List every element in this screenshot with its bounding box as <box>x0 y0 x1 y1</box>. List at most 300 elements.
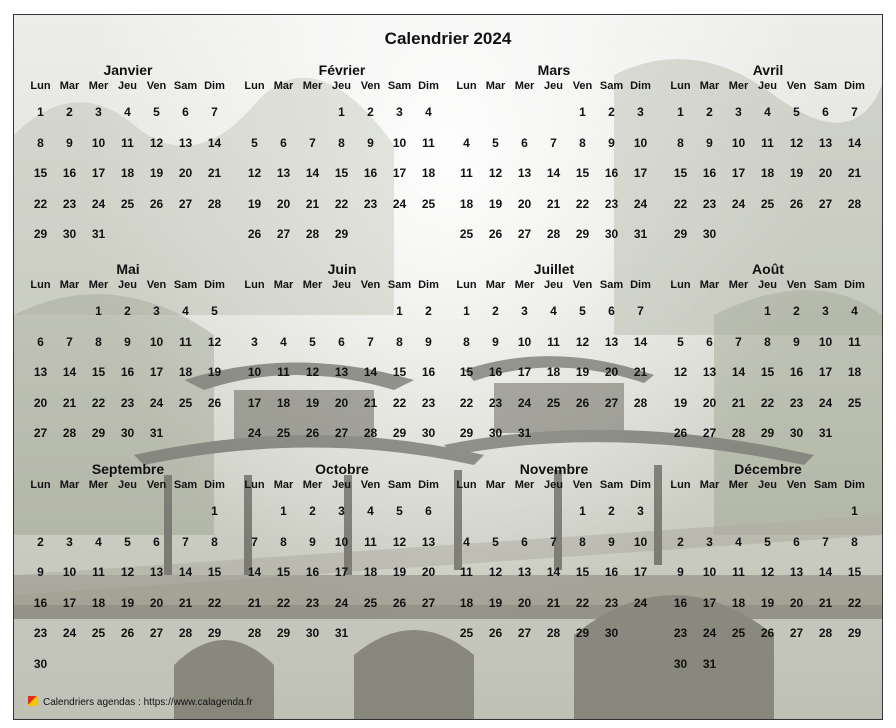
day-cell: 6 <box>608 304 615 318</box>
day-cell: 16 <box>604 565 619 579</box>
day-cell: 1 <box>95 304 102 318</box>
weekday-header: Jeu <box>544 279 563 291</box>
day-cell: 19 <box>247 196 262 211</box>
day-cell: 28 <box>305 227 320 241</box>
weekday-header: Dim <box>844 279 865 291</box>
day-cell: 11 <box>460 166 473 180</box>
day-cell: 1 <box>764 304 771 318</box>
day-cell: 29 <box>847 626 862 640</box>
day-cell: 11 <box>121 135 134 150</box>
day-cell: 17 <box>702 595 717 610</box>
day-cell: 12 <box>207 334 222 349</box>
day-cell: 22 <box>760 395 775 410</box>
day-cell: 13 <box>334 365 349 379</box>
day-cell: 7 <box>851 105 858 119</box>
day-cell: 11 <box>92 565 105 579</box>
weekday-header: Jeu <box>758 479 777 491</box>
weekday-header: Mar <box>485 479 506 491</box>
day-cell: 1 <box>463 304 470 318</box>
day-cell: 25 <box>421 196 436 211</box>
day-cell: 27 <box>818 196 833 211</box>
weekday-header: Mar <box>273 80 294 92</box>
weekday-header: Jeu <box>332 279 351 291</box>
day-cell: 12 <box>120 565 135 579</box>
month-name: Octobre <box>315 461 369 477</box>
day-cell: 11 <box>364 534 377 549</box>
day-cell: 5 <box>211 304 218 318</box>
day-cell: 29 <box>760 426 775 440</box>
day-cell: 24 <box>731 196 746 211</box>
day-cell: 20 <box>789 595 804 610</box>
day-cell: 16 <box>789 365 804 379</box>
weekday-header: Mar <box>59 80 80 92</box>
weekday-header: Ven <box>572 80 593 92</box>
calagenda-logo-icon <box>28 696 38 706</box>
day-cell: 23 <box>305 595 320 610</box>
day-cell: 17 <box>91 166 106 180</box>
month-name: Novembre <box>519 461 589 477</box>
day-cell: 17 <box>818 365 833 379</box>
day-cell: 23 <box>789 395 804 410</box>
day-cell: 2 <box>793 304 800 318</box>
weekday-header: Jeu <box>118 80 137 92</box>
weekday-header: Mar <box>699 479 720 491</box>
day-cell: 20 <box>33 395 48 410</box>
month-block <box>26 261 230 457</box>
day-cell: 12 <box>305 365 320 379</box>
day-cell: 3 <box>822 304 829 318</box>
day-cell: 14 <box>363 365 378 379</box>
day-cell: 16 <box>604 166 619 180</box>
day-cell: 2 <box>66 105 73 119</box>
day-cell: 15 <box>207 565 222 579</box>
day-cell: 15 <box>575 166 590 180</box>
day-cell: 7 <box>735 334 742 349</box>
day-cell: 29 <box>207 626 222 640</box>
day-cell: 10 <box>334 534 349 549</box>
weekday-header: Mer <box>302 80 323 92</box>
weekday-header: Ven <box>146 80 167 92</box>
day-cell: 10 <box>633 135 648 150</box>
weekday-header: Dim <box>204 80 225 92</box>
weekday-header: Mar <box>59 479 80 491</box>
weekday-header: Mer <box>302 479 323 491</box>
weekday-header: Dim <box>204 479 225 491</box>
day-cell: 14 <box>305 166 320 180</box>
weekday-header: Jeu <box>332 479 351 491</box>
day-cell: 5 <box>677 334 684 349</box>
day-cell: 25 <box>178 395 193 410</box>
day-cell: 29 <box>334 227 349 241</box>
day-cell: 26 <box>247 227 262 241</box>
day-cell: 29 <box>33 227 48 241</box>
day-cell: 28 <box>247 626 262 640</box>
day-cell: 2 <box>677 534 684 549</box>
day-cell: 28 <box>363 426 378 440</box>
day-cell: 17 <box>517 365 532 379</box>
day-cell: 25 <box>760 196 775 211</box>
day-cell: 19 <box>789 166 804 180</box>
weekday-header: Mer <box>302 279 323 291</box>
day-cell: 19 <box>207 365 222 379</box>
day-cell: 12 <box>247 166 262 180</box>
day-cell: 20 <box>604 365 619 379</box>
weekday-header: Mer <box>88 279 109 291</box>
day-cell: 5 <box>579 304 586 318</box>
day-cell: 28 <box>633 395 648 410</box>
day-cell: 19 <box>149 166 164 180</box>
day-cell: 24 <box>702 626 717 640</box>
weekday-header: Mer <box>728 479 749 491</box>
day-cell: 17 <box>633 565 648 579</box>
day-cell: 6 <box>280 135 287 150</box>
day-cell: 21 <box>363 395 378 410</box>
day-cell: 8 <box>677 135 684 150</box>
day-cell: 10 <box>62 565 77 579</box>
day-cell: 26 <box>305 426 320 440</box>
day-cell: 8 <box>396 334 403 349</box>
day-cell: 25 <box>847 395 862 410</box>
day-cell: 21 <box>178 595 193 610</box>
month-block <box>240 62 444 258</box>
day-cell: 24 <box>517 395 532 410</box>
day-cell: 15 <box>276 565 291 579</box>
day-cell: 30 <box>702 227 717 241</box>
weekday-header: Lun <box>456 80 477 92</box>
day-cell: 28 <box>178 626 193 640</box>
day-cell: 18 <box>120 166 135 180</box>
month-block <box>452 261 656 457</box>
day-cell: 12 <box>673 365 688 379</box>
day-cell: 21 <box>546 196 561 211</box>
day-cell: 5 <box>492 135 499 150</box>
day-cell: 14 <box>247 565 262 579</box>
day-cell: 13 <box>789 565 804 579</box>
day-cell: 25 <box>546 395 561 410</box>
weekday-header: Dim <box>204 279 225 291</box>
day-cell: 10 <box>91 135 106 150</box>
day-cell: 16 <box>421 365 436 379</box>
day-cell: 3 <box>706 534 713 549</box>
day-cell: 10 <box>149 334 164 349</box>
day-cell: 8 <box>37 135 44 150</box>
weekday-header: Jeu <box>544 80 563 92</box>
weekday-header: Sam <box>387 279 412 291</box>
day-cell: 27 <box>149 626 164 640</box>
day-cell: 11 <box>277 365 290 379</box>
day-cell: 10 <box>731 135 746 150</box>
day-cell: 1 <box>338 105 345 119</box>
day-cell: 19 <box>673 395 688 410</box>
day-cell: 2 <box>492 304 499 318</box>
day-cell: 27 <box>421 595 436 610</box>
day-cell: 3 <box>153 304 160 318</box>
day-cell: 24 <box>149 395 164 410</box>
day-cell: 23 <box>62 196 77 211</box>
weekday-header: Mer <box>514 279 535 291</box>
day-cell: 14 <box>62 365 77 379</box>
day-cell: 17 <box>149 365 164 379</box>
day-cell: 16 <box>120 365 135 379</box>
day-cell: 6 <box>182 105 189 119</box>
day-cell: 22 <box>575 595 590 610</box>
day-cell: 17 <box>62 595 77 610</box>
day-cell: 21 <box>207 166 222 180</box>
day-cell: 31 <box>91 227 106 241</box>
weekday-header: Mer <box>88 80 109 92</box>
weekday-header: Ven <box>146 279 167 291</box>
day-cell: 22 <box>392 395 407 410</box>
month-name: Janvier <box>103 62 153 78</box>
weekday-header: Sam <box>173 479 198 491</box>
day-cell: 23 <box>488 395 503 410</box>
day-cell: 13 <box>178 135 193 150</box>
day-cell: 3 <box>521 304 528 318</box>
day-cell: 20 <box>149 595 164 610</box>
month-name: Février <box>318 62 366 78</box>
day-cell: 4 <box>124 105 131 119</box>
day-cell: 30 <box>488 426 503 440</box>
day-cell: 30 <box>33 656 48 671</box>
day-cell: 13 <box>517 565 532 579</box>
day-cell: 20 <box>702 395 717 410</box>
day-cell: 4 <box>735 534 742 549</box>
month-name: Juin <box>327 261 357 277</box>
day-cell: 4 <box>764 105 771 119</box>
day-cell: 30 <box>789 426 804 440</box>
weekday-header: Sam <box>387 479 412 491</box>
day-cell: 25 <box>276 426 291 440</box>
day-cell: 27 <box>334 426 349 440</box>
weekday-header: Lun <box>244 479 265 491</box>
day-cell: 18 <box>178 365 193 379</box>
day-cell: 24 <box>247 426 262 440</box>
day-cell: 11 <box>848 334 861 349</box>
month-block <box>26 461 230 671</box>
day-cell: 23 <box>120 395 135 410</box>
day-cell: 3 <box>396 105 403 119</box>
day-cell: 23 <box>673 626 688 640</box>
day-cell: 4 <box>367 504 374 518</box>
day-cell: 5 <box>153 105 160 119</box>
day-cell: 2 <box>608 105 615 119</box>
month-name: Août <box>752 261 784 277</box>
day-cell: 23 <box>604 196 619 211</box>
day-cell: 30 <box>673 656 688 671</box>
day-cell: 3 <box>338 504 345 518</box>
day-cell: 26 <box>789 196 804 211</box>
day-cell: 25 <box>459 227 474 241</box>
day-cell: 2 <box>608 504 615 518</box>
day-cell: 3 <box>95 105 102 119</box>
day-cell: 27 <box>276 227 291 241</box>
day-cell: 17 <box>334 565 349 579</box>
footer <box>28 696 253 708</box>
day-cell: 19 <box>760 595 775 610</box>
weekday-header: Mer <box>728 80 749 92</box>
day-cell: 29 <box>673 227 688 241</box>
day-cell: 12 <box>789 135 804 150</box>
day-cell: 5 <box>251 135 258 150</box>
day-cell: 14 <box>178 565 193 579</box>
day-cell: 19 <box>488 595 503 610</box>
day-cell: 17 <box>633 166 648 180</box>
month-name: Mai <box>116 261 140 277</box>
day-cell: 25 <box>120 196 135 211</box>
day-cell: 21 <box>247 595 262 610</box>
footer-text[interactable]: Calendriers agendas : https://www.calagenda.fr <box>43 697 253 708</box>
day-cell: 24 <box>91 196 106 211</box>
day-cell: 15 <box>575 565 590 579</box>
day-cell: 9 <box>608 534 615 549</box>
weekday-header: Mar <box>59 279 80 291</box>
day-cell: 26 <box>488 227 503 241</box>
day-cell: 26 <box>207 395 222 410</box>
day-cell: 16 <box>363 166 378 180</box>
day-cell: 13 <box>604 334 619 349</box>
day-cell: 13 <box>818 135 833 150</box>
day-cell: 11 <box>422 135 435 150</box>
day-cell: 6 <box>793 534 800 549</box>
day-cell: 28 <box>818 626 833 640</box>
day-cell: 10 <box>247 365 262 379</box>
month-name: Avril <box>752 62 784 78</box>
day-cell: 25 <box>459 626 474 640</box>
weekday-header: Dim <box>630 80 651 92</box>
day-cell: 29 <box>575 227 590 241</box>
weekday-header: Lun <box>30 279 51 291</box>
day-cell: 15 <box>392 365 407 379</box>
day-cell: 29 <box>575 626 590 640</box>
weekday-header: Ven <box>786 479 807 491</box>
weekday-header: Jeu <box>758 279 777 291</box>
day-cell: 6 <box>425 504 432 518</box>
day-cell: 12 <box>392 534 407 549</box>
weekday-header: Lun <box>670 279 691 291</box>
month-block <box>240 461 444 657</box>
day-cell: 18 <box>459 595 474 610</box>
weekday-header: Ven <box>786 279 807 291</box>
day-cell: 26 <box>392 595 407 610</box>
day-cell: 2 <box>367 105 374 119</box>
day-cell: 10 <box>517 334 532 349</box>
weekday-header: Lun <box>670 80 691 92</box>
month-block <box>240 261 444 457</box>
day-cell: 1 <box>211 504 218 518</box>
day-cell: 27 <box>789 626 804 640</box>
day-cell: 7 <box>822 534 829 549</box>
weekday-header: Dim <box>630 279 651 291</box>
day-cell: 14 <box>818 565 833 579</box>
day-cell: 27 <box>33 426 48 440</box>
day-cell: 8 <box>764 334 771 349</box>
day-cell: 9 <box>309 534 316 549</box>
day-cell: 21 <box>546 595 561 610</box>
day-cell: 31 <box>334 626 349 640</box>
day-cell: 28 <box>207 196 222 211</box>
day-cell: 15 <box>847 565 862 579</box>
weekday-header: Lun <box>244 80 265 92</box>
day-cell: 7 <box>637 304 644 318</box>
day-cell: 5 <box>492 534 499 549</box>
day-cell: 9 <box>677 565 684 579</box>
weekday-header: Dim <box>418 80 439 92</box>
day-cell: 31 <box>633 227 648 241</box>
day-cell: 3 <box>637 105 644 119</box>
day-cell: 18 <box>363 565 378 579</box>
weekday-header: Dim <box>418 279 439 291</box>
day-cell: 22 <box>575 196 590 211</box>
weekday-header: Sam <box>813 279 838 291</box>
weekday-header: Ven <box>360 479 381 491</box>
day-cell: 10 <box>633 534 648 549</box>
day-cell: 4 <box>425 105 432 119</box>
day-cell: 11 <box>460 565 473 579</box>
weekday-header: Ven <box>786 80 807 92</box>
day-cell: 7 <box>251 534 258 549</box>
day-cell: 4 <box>95 534 102 549</box>
day-cell: 16 <box>62 166 77 180</box>
weekday-header: Lun <box>244 279 265 291</box>
day-cell: 19 <box>120 595 135 610</box>
day-cell: 16 <box>673 595 688 610</box>
day-cell: 18 <box>546 365 561 379</box>
day-cell: 11 <box>732 565 745 579</box>
weekday-header: Ven <box>572 479 593 491</box>
day-cell: 12 <box>149 135 164 150</box>
day-cell: 4 <box>280 334 287 349</box>
month-name: Juillet <box>533 261 575 277</box>
day-cell: 3 <box>251 334 258 349</box>
weekday-header: Jeu <box>758 80 777 92</box>
weekday-header: Sam <box>599 80 624 92</box>
day-cell: 18 <box>91 595 106 610</box>
day-cell: 22 <box>276 595 291 610</box>
day-cell: 30 <box>120 426 135 440</box>
day-cell: 6 <box>153 534 160 549</box>
day-cell: 3 <box>735 105 742 119</box>
day-cell: 31 <box>818 426 833 440</box>
day-cell: 19 <box>575 365 590 379</box>
calendar-frame <box>13 14 883 720</box>
day-cell: 4 <box>851 304 858 318</box>
day-cell: 28 <box>847 196 862 211</box>
day-cell: 19 <box>392 565 407 579</box>
weekday-header: Mer <box>514 479 535 491</box>
day-cell: 7 <box>66 334 73 349</box>
day-cell: 8 <box>95 334 102 349</box>
day-cell: 5 <box>124 534 131 549</box>
day-cell: 29 <box>91 426 106 440</box>
day-cell: 29 <box>392 426 407 440</box>
day-cell: 13 <box>421 534 436 549</box>
day-cell: 27 <box>702 426 717 440</box>
month-block <box>26 62 230 258</box>
day-cell: 1 <box>677 105 684 119</box>
day-cell: 7 <box>550 534 557 549</box>
day-cell: 18 <box>421 166 436 180</box>
month-name: Mars <box>537 62 571 78</box>
weekday-header: Mer <box>728 279 749 291</box>
day-cell: 20 <box>818 166 833 180</box>
weekday-header: Mar <box>273 279 294 291</box>
day-cell: 24 <box>818 395 833 410</box>
weekday-header: Mer <box>88 479 109 491</box>
day-cell: 22 <box>33 196 48 211</box>
day-cell: 23 <box>702 196 717 211</box>
day-cell: 13 <box>276 166 291 180</box>
weekday-header: Mar <box>273 479 294 491</box>
